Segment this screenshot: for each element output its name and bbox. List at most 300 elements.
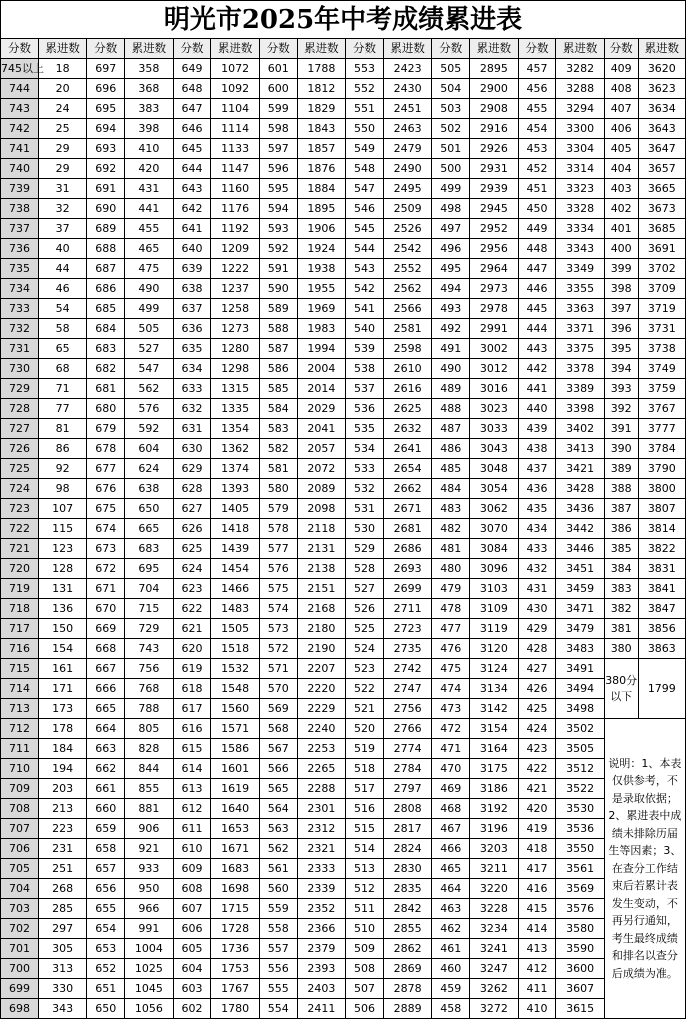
score-cell: 586 — [259, 359, 297, 379]
score-cell: 513 — [346, 859, 384, 879]
cumulative-cell: 1671 — [211, 839, 259, 859]
cumulative-cell: 1222 — [211, 259, 259, 279]
cumulative-cell: 58 — [38, 319, 86, 339]
cumulative-cell: 3502 — [556, 719, 604, 739]
score-cell: 507 — [346, 979, 384, 999]
cumulative-cell: 313 — [38, 959, 86, 979]
cumulative-cell: 37 — [38, 219, 86, 239]
score-cell: 489 — [432, 379, 470, 399]
cumulative-cell: 2072 — [297, 459, 345, 479]
table-row — [1, 399, 686, 419]
score-cell: 639 — [173, 259, 211, 279]
score-cell: 380 — [604, 639, 638, 659]
cumulative-cell: 3294 — [556, 99, 604, 119]
cumulative-cell: 3471 — [556, 599, 604, 619]
score-cell: 698 — [1, 999, 39, 1019]
score-cell: 526 — [346, 599, 384, 619]
cumulative-cell: 1560 — [211, 699, 259, 719]
cumulative-cell: 86 — [38, 439, 86, 459]
score-cell: 387 — [604, 499, 638, 519]
score-cell: 670 — [87, 599, 125, 619]
score-cell: 469 — [432, 779, 470, 799]
score-cell: 553 — [346, 59, 384, 79]
score-cell: 440 — [518, 399, 556, 419]
score-cell: 541 — [346, 299, 384, 319]
cumulative-cell: 547 — [125, 359, 173, 379]
cumulative-cell: 1362 — [211, 439, 259, 459]
score-cell: 431 — [518, 579, 556, 599]
table-row — [1, 359, 686, 379]
score-cell: 591 — [259, 259, 297, 279]
cumulative-cell: 3777 — [638, 419, 685, 439]
score-cell: 433 — [518, 539, 556, 559]
cumulative-cell: 1298 — [211, 359, 259, 379]
cumulative-cell: 2878 — [383, 979, 431, 999]
score-cell: 420 — [518, 799, 556, 819]
score-cell: 659 — [87, 819, 125, 839]
cumulative-cell: 184 — [38, 739, 86, 759]
score-cell: 520 — [346, 719, 384, 739]
score-cell: 742 — [1, 119, 39, 139]
cumulative-cell: 3749 — [638, 359, 685, 379]
score-cell: 480 — [432, 559, 470, 579]
cumulative-cell: 2180 — [297, 619, 345, 639]
cumulative-cell: 115 — [38, 519, 86, 539]
column-header: 累进数 — [38, 39, 86, 59]
score-cell: 538 — [346, 359, 384, 379]
cumulative-cell: 2288 — [297, 779, 345, 799]
cumulative-cell: 68 — [38, 359, 86, 379]
cumulative-cell: 2895 — [470, 59, 518, 79]
cumulative-cell: 3272 — [470, 999, 518, 1019]
cumulative-cell: 2004 — [297, 359, 345, 379]
score-cell: 521 — [346, 699, 384, 719]
cumulative-cell: 2089 — [297, 479, 345, 499]
table-row — [1, 319, 686, 339]
score-cell: 405 — [604, 139, 638, 159]
score-cell: 482 — [432, 519, 470, 539]
table-row — [1, 679, 686, 699]
cumulative-cell: 18 — [38, 59, 86, 79]
cumulative-cell: 2931 — [470, 159, 518, 179]
cumulative-cell: 1586 — [211, 739, 259, 759]
score-cell: 508 — [346, 959, 384, 979]
score-cell: 604 — [173, 959, 211, 979]
score-cell: 693 — [87, 139, 125, 159]
score-cell: 703 — [1, 899, 39, 919]
cumulative-cell: 3154 — [470, 719, 518, 739]
score-cell: 664 — [87, 719, 125, 739]
table-row — [1, 919, 686, 939]
score-cell: 565 — [259, 779, 297, 799]
score-cell: 524 — [346, 639, 384, 659]
cumulative-cell: 2151 — [297, 579, 345, 599]
score-cell: 383 — [604, 579, 638, 599]
cumulative-cell: 161 — [38, 659, 86, 679]
score-cell: 640 — [173, 239, 211, 259]
score-cell: 442 — [518, 359, 556, 379]
cumulative-cell: 3062 — [470, 499, 518, 519]
score-cell: 600 — [259, 79, 297, 99]
score-cell: 608 — [173, 879, 211, 899]
cumulative-cell: 3569 — [556, 879, 604, 899]
cumulative-cell: 3363 — [556, 299, 604, 319]
score-cell: 716 — [1, 639, 39, 659]
score-cell: 497 — [432, 219, 470, 239]
cumulative-cell: 576 — [125, 399, 173, 419]
score-cell: 634 — [173, 359, 211, 379]
cumulative-cell: 1209 — [211, 239, 259, 259]
score-cell: 396 — [604, 319, 638, 339]
score-cell: 735 — [1, 259, 39, 279]
score-cell: 680 — [87, 399, 125, 419]
cumulative-cell: 3550 — [556, 839, 604, 859]
score-cell: 677 — [87, 459, 125, 479]
table-row — [1, 279, 686, 299]
score-cell: 665 — [87, 699, 125, 719]
score-cell: 486 — [432, 439, 470, 459]
score-cell: 648 — [173, 79, 211, 99]
cumulative-cell: 1924 — [297, 239, 345, 259]
cumulative-cell: 251 — [38, 859, 86, 879]
score-cell: 606 — [173, 919, 211, 939]
table-row — [1, 859, 686, 879]
score-cell: 495 — [432, 259, 470, 279]
score-cell: 432 — [518, 559, 556, 579]
score-cell: 699 — [1, 979, 39, 999]
score-cell: 453 — [518, 139, 556, 159]
score-cell: 485 — [432, 459, 470, 479]
cumulative-cell: 107 — [38, 499, 86, 519]
score-cell: 426 — [518, 679, 556, 699]
score-cell: 548 — [346, 159, 384, 179]
score-cell: 490 — [432, 359, 470, 379]
score-cell: 504 — [432, 79, 470, 99]
cumulative-cell: 3389 — [556, 379, 604, 399]
score-cell: 696 — [87, 79, 125, 99]
score-cell: 483 — [432, 499, 470, 519]
score-cell: 733 — [1, 299, 39, 319]
cumulative-cell: 3413 — [556, 439, 604, 459]
table-row — [1, 539, 686, 559]
cumulative-cell: 2229 — [297, 699, 345, 719]
cumulative-cell: 29 — [38, 139, 86, 159]
table-row — [1, 419, 686, 439]
score-cell: 627 — [173, 499, 211, 519]
score-cell: 466 — [432, 839, 470, 859]
cumulative-cell: 2784 — [383, 759, 431, 779]
score-cell: 401 — [604, 219, 638, 239]
cumulative-cell: 285 — [38, 899, 86, 919]
score-cell: 598 — [259, 119, 297, 139]
score-cell: 509 — [346, 939, 384, 959]
cumulative-cell: 3314 — [556, 159, 604, 179]
cumulative-cell: 1104 — [211, 99, 259, 119]
cumulative-cell: 3590 — [556, 939, 604, 959]
cumulative-cell: 2131 — [297, 539, 345, 559]
table-row — [1, 599, 686, 619]
score-cell: 571 — [259, 659, 297, 679]
score-cell: 580 — [259, 479, 297, 499]
column-header: 分数 — [518, 39, 556, 59]
score-cell: 437 — [518, 459, 556, 479]
cumulative-cell: 921 — [125, 839, 173, 859]
cumulative-cell: 3119 — [470, 619, 518, 639]
score-cell: 715 — [1, 659, 39, 679]
score-cell: 511 — [346, 899, 384, 919]
cumulative-cell: 1192 — [211, 219, 259, 239]
cumulative-cell: 2855 — [383, 919, 431, 939]
cumulative-cell: 2029 — [297, 399, 345, 419]
cumulative-cell: 1505 — [211, 619, 259, 639]
score-cell: 637 — [173, 299, 211, 319]
cumulative-cell: 2952 — [470, 219, 518, 239]
cumulative-cell: 1653 — [211, 819, 259, 839]
score-cell: 605 — [173, 939, 211, 959]
cumulative-cell: 3164 — [470, 739, 518, 759]
score-cell: 531 — [346, 499, 384, 519]
cumulative-cell: 2693 — [383, 559, 431, 579]
score-cell: 502 — [432, 119, 470, 139]
score-cell: 633 — [173, 379, 211, 399]
cumulative-cell: 3134 — [470, 679, 518, 699]
cumulative-cell: 31 — [38, 179, 86, 199]
score-cell: 412 — [518, 959, 556, 979]
score-cell: 505 — [432, 59, 470, 79]
cumulative-cell: 1812 — [297, 79, 345, 99]
cumulative-cell: 2138 — [297, 559, 345, 579]
score-table — [0, 38, 686, 1019]
score-cell: 692 — [87, 159, 125, 179]
cumulative-cell: 2333 — [297, 859, 345, 879]
score-cell: 593 — [259, 219, 297, 239]
cumulative-cell: 3196 — [470, 819, 518, 839]
cumulative-cell: 2654 — [383, 459, 431, 479]
score-cell: 660 — [87, 799, 125, 819]
score-cell: 711 — [1, 739, 39, 759]
cumulative-cell: 20 — [38, 79, 86, 99]
score-cell: 427 — [518, 659, 556, 679]
score-cell: 464 — [432, 879, 470, 899]
score-cell: 434 — [518, 519, 556, 539]
cumulative-cell: 1640 — [211, 799, 259, 819]
score-cell: 499 — [432, 179, 470, 199]
score-cell: 549 — [346, 139, 384, 159]
table-row — [1, 479, 686, 499]
table-row — [1, 819, 686, 839]
score-cell: 657 — [87, 859, 125, 879]
column-header: 分数 — [604, 39, 638, 59]
cumulative-cell: 3784 — [638, 439, 685, 459]
cumulative-cell: 3328 — [556, 199, 604, 219]
score-cell: 563 — [259, 819, 297, 839]
score-cell: 610 — [173, 839, 211, 859]
cumulative-cell: 2598 — [383, 339, 431, 359]
cumulative-cell: 3442 — [556, 519, 604, 539]
score-cell: 423 — [518, 739, 556, 759]
score-cell: 625 — [173, 539, 211, 559]
cumulative-cell: 2632 — [383, 419, 431, 439]
cumulative-cell: 3175 — [470, 759, 518, 779]
score-cell: 542 — [346, 279, 384, 299]
cumulative-cell: 1788 — [297, 59, 345, 79]
score-cell: 564 — [259, 799, 297, 819]
cumulative-cell: 3576 — [556, 899, 604, 919]
cumulative-cell: 3023 — [470, 399, 518, 419]
score-cell: 477 — [432, 619, 470, 639]
score-cell: 599 — [259, 99, 297, 119]
cumulative-cell: 1354 — [211, 419, 259, 439]
cumulative-cell: 1571 — [211, 719, 259, 739]
score-cell: 708 — [1, 799, 39, 819]
cumulative-cell: 40 — [38, 239, 86, 259]
cumulative-cell: 906 — [125, 819, 173, 839]
cumulative-cell: 3691 — [638, 239, 685, 259]
cumulative-cell: 1056 — [125, 999, 173, 1019]
score-cell: 638 — [173, 279, 211, 299]
score-cell: 481 — [432, 539, 470, 559]
cumulative-cell: 1767 — [211, 979, 259, 999]
cumulative-cell: 3203 — [470, 839, 518, 859]
score-cell: 656 — [87, 879, 125, 899]
cumulative-cell: 2463 — [383, 119, 431, 139]
cumulative-cell: 950 — [125, 879, 173, 899]
table-row — [1, 239, 686, 259]
table-row — [1, 179, 686, 199]
cumulative-cell: 2699 — [383, 579, 431, 599]
cumulative-cell: 3800 — [638, 479, 685, 499]
cumulative-cell: 2403 — [297, 979, 345, 999]
score-cell: 479 — [432, 579, 470, 599]
score-cell: 494 — [432, 279, 470, 299]
score-cell: 621 — [173, 619, 211, 639]
score-cell: 734 — [1, 279, 39, 299]
cumulative-cell: 2321 — [297, 839, 345, 859]
cumulative-cell: 650 — [125, 499, 173, 519]
cumulative-cell: 3192 — [470, 799, 518, 819]
cumulative-cell: 3498 — [556, 699, 604, 719]
cumulative-cell: 123 — [38, 539, 86, 559]
score-cell: 518 — [346, 759, 384, 779]
score-cell: 671 — [87, 579, 125, 599]
cumulative-cell: 410 — [125, 139, 173, 159]
cumulative-cell: 3355 — [556, 279, 604, 299]
cumulative-cell: 2190 — [297, 639, 345, 659]
cumulative-cell: 3709 — [638, 279, 685, 299]
cumulative-cell: 150 — [38, 619, 86, 639]
score-cell: 492 — [432, 319, 470, 339]
score-cell: 399 — [604, 259, 638, 279]
score-cell: 603 — [173, 979, 211, 999]
score-cell: 636 — [173, 319, 211, 339]
score-cell: 683 — [87, 339, 125, 359]
score-cell: 517 — [346, 779, 384, 799]
cumulative-cell: 1518 — [211, 639, 259, 659]
score-cell: 545 — [346, 219, 384, 239]
score-cell: 626 — [173, 519, 211, 539]
table-row — [1, 379, 686, 399]
score-cell: 577 — [259, 539, 297, 559]
cumulative-cell: 3142 — [470, 699, 518, 719]
cumulative-cell: 455 — [125, 219, 173, 239]
cumulative-cell: 2240 — [297, 719, 345, 739]
cumulative-cell: 1876 — [297, 159, 345, 179]
cumulative-cell: 3673 — [638, 199, 685, 219]
score-cell: 674 — [87, 519, 125, 539]
table-row — [1, 759, 686, 779]
table-row — [1, 339, 686, 359]
cumulative-cell: 3398 — [556, 399, 604, 419]
score-cell: 403 — [604, 179, 638, 199]
cumulative-cell: 136 — [38, 599, 86, 619]
score-cell: 467 — [432, 819, 470, 839]
cumulative-cell: 3719 — [638, 299, 685, 319]
cumulative-cell: 2566 — [383, 299, 431, 319]
cumulative-cell: 3343 — [556, 239, 604, 259]
score-cell: 717 — [1, 619, 39, 639]
cumulative-cell: 420 — [125, 159, 173, 179]
cumulative-cell: 505 — [125, 319, 173, 339]
score-cell: 510 — [346, 919, 384, 939]
cumulative-cell: 2835 — [383, 879, 431, 899]
score-cell: 536 — [346, 399, 384, 419]
table-row — [1, 899, 686, 919]
cumulative-cell: 3247 — [470, 959, 518, 979]
score-cell: 587 — [259, 339, 297, 359]
score-cell: 550 — [346, 119, 384, 139]
cumulative-cell: 2735 — [383, 639, 431, 659]
score-cell: 590 — [259, 279, 297, 299]
score-cell: 439 — [518, 419, 556, 439]
cumulative-cell: 2900 — [470, 79, 518, 99]
cumulative-cell: 527 — [125, 339, 173, 359]
score-cell: 558 — [259, 919, 297, 939]
table-row — [1, 139, 686, 159]
cumulative-cell: 223 — [38, 819, 86, 839]
cumulative-cell: 171 — [38, 679, 86, 699]
score-cell: 461 — [432, 939, 470, 959]
score-cell: 589 — [259, 299, 297, 319]
score-cell: 601 — [259, 59, 297, 79]
cumulative-cell: 1938 — [297, 259, 345, 279]
table-row — [1, 799, 686, 819]
cumulative-cell: 768 — [125, 679, 173, 699]
score-cell: 581 — [259, 459, 297, 479]
cumulative-cell: 3323 — [556, 179, 604, 199]
score-cell: 647 — [173, 99, 211, 119]
score-cell: 451 — [518, 179, 556, 199]
score-cell: 539 — [346, 339, 384, 359]
cumulative-cell: 2014 — [297, 379, 345, 399]
cumulative-cell: 3288 — [556, 79, 604, 99]
score-cell: 620 — [173, 639, 211, 659]
cumulative-cell: 2495 — [383, 179, 431, 199]
score-cell: 705 — [1, 859, 39, 879]
cumulative-cell: 3607 — [556, 979, 604, 999]
cumulative-cell: 1237 — [211, 279, 259, 299]
cumulative-cell: 154 — [38, 639, 86, 659]
score-cell: 454 — [518, 119, 556, 139]
score-cell: 658 — [87, 839, 125, 859]
score-cell: 411 — [518, 979, 556, 999]
score-cell: 457 — [518, 59, 556, 79]
cumulative-cell: 1884 — [297, 179, 345, 199]
score-cell: 689 — [87, 219, 125, 239]
score-cell: 690 — [87, 199, 125, 219]
cumulative-cell: 98 — [38, 479, 86, 499]
table-row — [1, 459, 686, 479]
score-cell: 449 — [518, 219, 556, 239]
